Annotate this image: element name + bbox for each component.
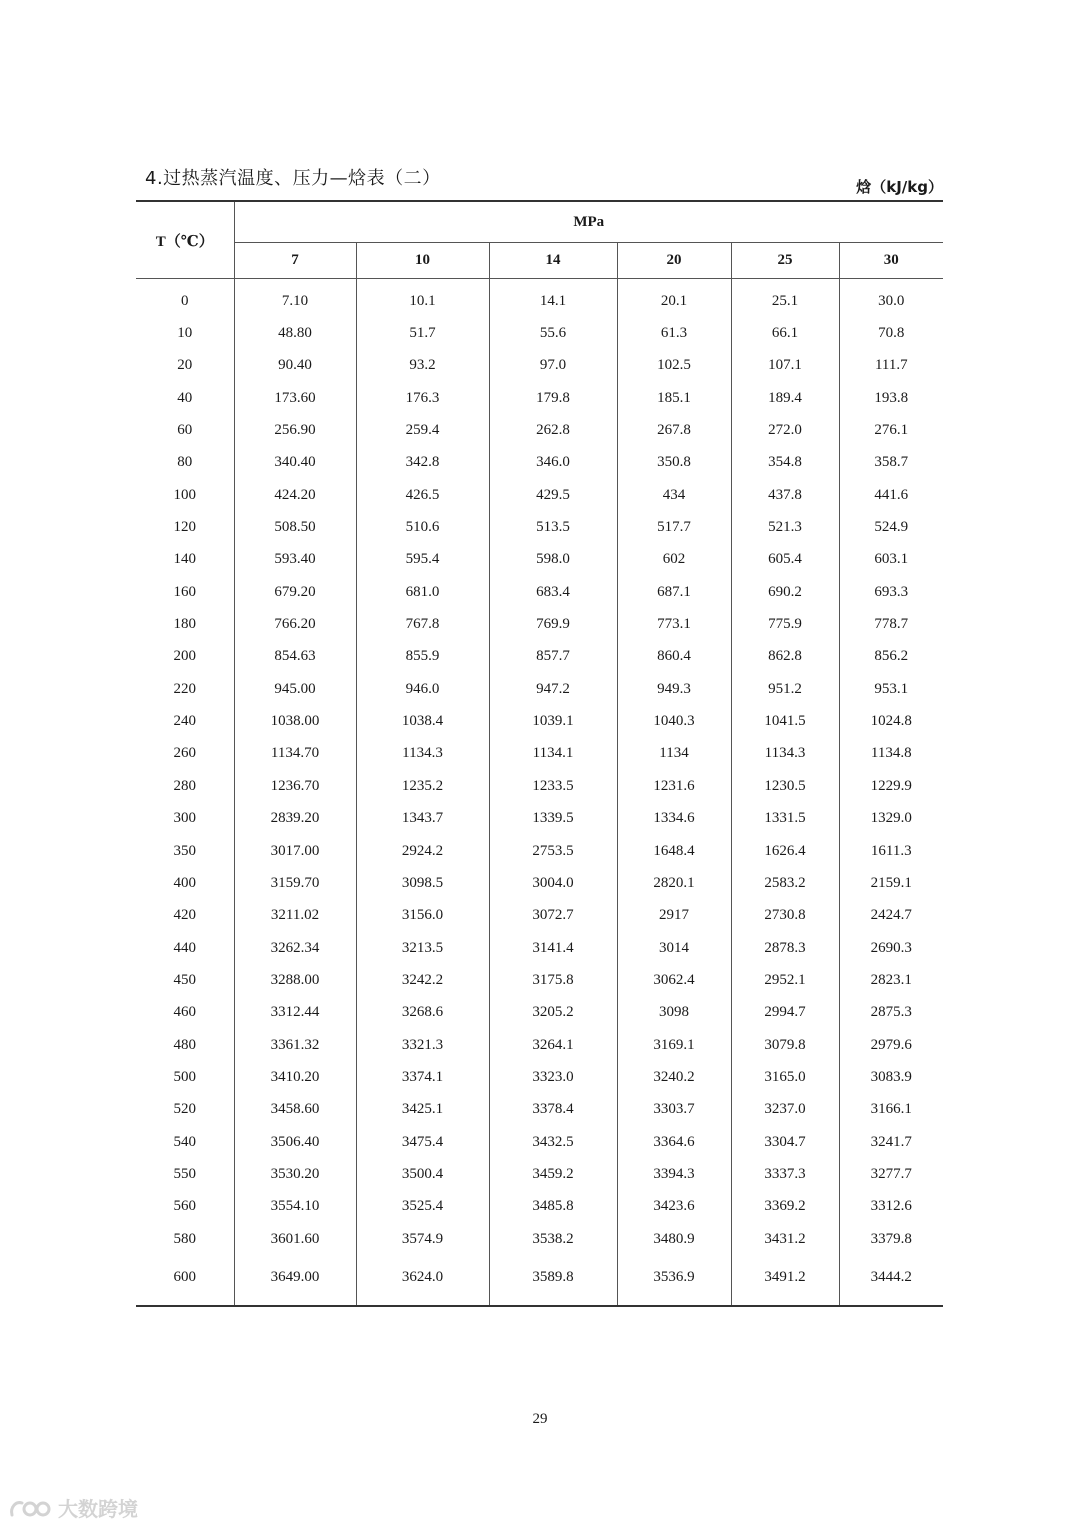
enthalpy-cell: 1334.6 — [617, 803, 731, 835]
enthalpy-cell: 3369.2 — [731, 1191, 839, 1223]
enthalpy-cell: 854.63 — [234, 641, 356, 673]
enthalpy-cell: 3410.20 — [234, 1061, 356, 1093]
enthalpy-cell: 3312.6 — [839, 1191, 943, 1223]
enthalpy-cell: 3213.5 — [356, 932, 489, 964]
table-row — [136, 964, 943, 996]
enthalpy-cell: 3364.6 — [617, 1126, 731, 1158]
enthalpy-cell: 102.5 — [617, 350, 731, 382]
table-row — [136, 835, 943, 867]
temperature-cell: 580 — [173, 1230, 196, 1247]
enthalpy-cell: 3361.32 — [234, 1029, 356, 1061]
enthalpy-cell: 949.3 — [617, 673, 731, 705]
enthalpy-cell: 1040.3 — [617, 705, 731, 737]
enthalpy-cell: 3083.9 — [839, 1061, 943, 1093]
pressure-header-cell: 20 — [617, 243, 731, 279]
enthalpy-cell: 683.4 — [489, 576, 617, 608]
enthalpy-cell: 173.60 — [234, 382, 356, 414]
enthalpy-cell: 946.0 — [356, 673, 489, 705]
enthalpy-cell: 2952.1 — [731, 964, 839, 996]
enthalpy-cell: 2424.7 — [839, 900, 943, 932]
enthalpy-cell: 1648.4 — [617, 835, 731, 867]
enthalpy-cell: 1038.4 — [356, 705, 489, 737]
temperature-cell: 540 — [173, 1133, 196, 1150]
enthalpy-cell: 3237.0 — [731, 1094, 839, 1126]
enthalpy-cell: 3538.2 — [489, 1223, 617, 1255]
enthalpy-cell: 3304.7 — [731, 1126, 839, 1158]
table-row — [136, 1029, 943, 1061]
temperature-cell: 0 — [181, 292, 189, 309]
enthalpy-cell: 20.1 — [617, 279, 731, 318]
enthalpy-cell: 437.8 — [731, 479, 839, 511]
enthalpy-cell: 189.4 — [731, 382, 839, 414]
table-row — [136, 867, 943, 899]
enthalpy-cell: 3312.44 — [234, 997, 356, 1029]
enthalpy-cell: 3017.00 — [234, 835, 356, 867]
pressure-header-cell: 25 — [731, 243, 839, 279]
temperature-cell: 560 — [173, 1198, 196, 1215]
enthalpy-cell: 2924.2 — [356, 835, 489, 867]
enthalpy-cell: 2159.1 — [839, 867, 943, 899]
enthalpy-cell: 256.90 — [234, 414, 356, 446]
enthalpy-cell: 14.1 — [489, 279, 617, 318]
table-row — [136, 414, 943, 446]
enthalpy-cell: 693.3 — [839, 576, 943, 608]
enthalpy-cell: 3205.2 — [489, 997, 617, 1029]
enthalpy-cell: 3536.9 — [617, 1255, 731, 1306]
enthalpy-cell: 30.0 — [839, 279, 943, 318]
enthalpy-cell: 3156.0 — [356, 900, 489, 932]
enthalpy-cell: 3485.8 — [489, 1191, 617, 1223]
enthalpy-cell: 185.1 — [617, 382, 731, 414]
enthalpy-cell: 1331.5 — [731, 803, 839, 835]
temperature-cell: 520 — [173, 1101, 196, 1118]
enthalpy-cell: 602 — [617, 544, 731, 576]
table-row — [136, 479, 943, 511]
enthalpy-cell: 517.7 — [617, 511, 731, 543]
enthalpy-cell: 3004.0 — [489, 867, 617, 899]
enthalpy-cell: 3062.4 — [617, 964, 731, 996]
enthalpy-cell: 3480.9 — [617, 1223, 731, 1255]
table-row — [136, 738, 943, 770]
enthalpy-cell: 947.2 — [489, 673, 617, 705]
enthalpy-cell: 3601.60 — [234, 1223, 356, 1255]
enthalpy-cell: 3432.5 — [489, 1126, 617, 1158]
enthalpy-cell: 3159.70 — [234, 867, 356, 899]
enthalpy-cell: 775.9 — [731, 608, 839, 640]
table-row — [136, 1094, 943, 1126]
enthalpy-cell: 3262.34 — [234, 932, 356, 964]
temperature-cell: 20 — [177, 357, 193, 374]
enthalpy-cell: 2875.3 — [839, 997, 943, 1029]
enthalpy-cell: 66.1 — [731, 317, 839, 349]
temperature-cell: 420 — [173, 907, 196, 924]
enthalpy-cell: 107.1 — [731, 350, 839, 382]
enthalpy-cell: 3264.1 — [489, 1029, 617, 1061]
enthalpy-cell: 3500.4 — [356, 1158, 489, 1190]
enthalpy-cell: 1038.00 — [234, 705, 356, 737]
enthalpy-cell: 358.7 — [839, 447, 943, 479]
enthalpy-cell: 346.0 — [489, 447, 617, 479]
enthalpy-cell: 679.20 — [234, 576, 356, 608]
enthalpy-cell: 3303.7 — [617, 1094, 731, 1126]
enthalpy-cell: 25.1 — [731, 279, 839, 318]
enthalpy-cell: 521.3 — [731, 511, 839, 543]
enthalpy-cell: 856.2 — [839, 641, 943, 673]
enthalpy-cell: 3098.5 — [356, 867, 489, 899]
temperature-cell: 60 — [177, 422, 193, 439]
enthalpy-cell: 2823.1 — [839, 964, 943, 996]
enthalpy-cell: 441.6 — [839, 479, 943, 511]
enthalpy-cell: 3175.8 — [489, 964, 617, 996]
enthalpy-cell: 3277.7 — [839, 1158, 943, 1190]
table-row — [136, 803, 943, 835]
enthalpy-cell: 2839.20 — [234, 803, 356, 835]
enthalpy-cell: 951.2 — [731, 673, 839, 705]
temperature-header: T（℃） — [136, 201, 234, 279]
enthalpy-cell: 51.7 — [356, 317, 489, 349]
temperature-cell: 200 — [173, 648, 196, 665]
enthalpy-cell: 1134.70 — [234, 738, 356, 770]
enthalpy-cell: 1230.5 — [731, 770, 839, 802]
enthalpy-cell: 857.7 — [489, 641, 617, 673]
table-row — [136, 350, 943, 382]
enthalpy-cell: 350.8 — [617, 447, 731, 479]
temperature-cell: 300 — [173, 810, 196, 827]
enthalpy-cell: 3321.3 — [356, 1029, 489, 1061]
enthalpy-cell: 429.5 — [489, 479, 617, 511]
temperature-cell: 500 — [173, 1068, 196, 1085]
enthalpy-cell: 2730.8 — [731, 900, 839, 932]
table-row — [136, 576, 943, 608]
enthalpy-cell: 687.1 — [617, 576, 731, 608]
temperature-cell: 450 — [173, 971, 196, 988]
enthalpy-cell: 340.40 — [234, 447, 356, 479]
temperature-cell: 160 — [173, 583, 196, 600]
enthalpy-cell: 605.4 — [731, 544, 839, 576]
enthalpy-cell: 1134 — [617, 738, 731, 770]
enthalpy-table — [136, 200, 943, 1307]
pressure-group-header: MPa — [234, 201, 943, 243]
table-row — [136, 673, 943, 705]
temperature-cell: 100 — [173, 486, 196, 503]
enthalpy-cell: 3589.8 — [489, 1255, 617, 1306]
temperature-cell: 180 — [173, 616, 196, 633]
table-body — [136, 279, 943, 1307]
enthalpy-cell: 276.1 — [839, 414, 943, 446]
enthalpy-cell: 2753.5 — [489, 835, 617, 867]
enthalpy-cell: 3141.4 — [489, 932, 617, 964]
enthalpy-cell: 1039.1 — [489, 705, 617, 737]
enthalpy-cell: 3444.2 — [839, 1255, 943, 1306]
enthalpy-cell: 508.50 — [234, 511, 356, 543]
enthalpy-cell: 262.8 — [489, 414, 617, 446]
enthalpy-cell: 769.9 — [489, 608, 617, 640]
enthalpy-cell: 2690.3 — [839, 932, 943, 964]
temperature-cell: 480 — [173, 1036, 196, 1053]
enthalpy-cell: 3378.4 — [489, 1094, 617, 1126]
enthalpy-cell: 862.8 — [731, 641, 839, 673]
enthalpy-cell: 953.1 — [839, 673, 943, 705]
enthalpy-cell: 10.1 — [356, 279, 489, 318]
table-row — [136, 1126, 943, 1158]
table-row — [136, 1061, 943, 1093]
enthalpy-cell: 1229.9 — [839, 770, 943, 802]
watermark — [8, 1493, 138, 1522]
table-row — [136, 705, 943, 737]
temperature-cell: 350 — [173, 842, 196, 859]
enthalpy-cell: 593.40 — [234, 544, 356, 576]
enthalpy-cell: 3165.0 — [731, 1061, 839, 1093]
enthalpy-cell: 1236.70 — [234, 770, 356, 802]
table-row — [136, 382, 943, 414]
enthalpy-cell: 513.5 — [489, 511, 617, 543]
enthalpy-cell: 176.3 — [356, 382, 489, 414]
enthalpy-cell: 7.10 — [234, 279, 356, 318]
temperature-cell: 280 — [173, 777, 196, 794]
enthalpy-cell: 3379.8 — [839, 1223, 943, 1255]
enthalpy-cell: 690.2 — [731, 576, 839, 608]
enthalpy-cell: 3323.0 — [489, 1061, 617, 1093]
temperature-cell: 40 — [177, 389, 193, 406]
enthalpy-cell: 267.8 — [617, 414, 731, 446]
pressure-header-cell: 14 — [489, 243, 617, 279]
enthalpy-cell: 193.8 — [839, 382, 943, 414]
table-row — [136, 544, 943, 576]
table-row — [136, 608, 943, 640]
temperature-cell: 80 — [177, 454, 193, 471]
enthalpy-cell: 3506.40 — [234, 1126, 356, 1158]
enthalpy-cell: 3525.4 — [356, 1191, 489, 1223]
enthalpy-cell: 3425.1 — [356, 1094, 489, 1126]
enthalpy-cell: 2979.6 — [839, 1029, 943, 1061]
table-row — [136, 447, 943, 479]
table-row — [136, 1255, 943, 1306]
enthalpy-cell: 3574.9 — [356, 1223, 489, 1255]
enthalpy-cell: 272.0 — [731, 414, 839, 446]
enthalpy-cell: 1339.5 — [489, 803, 617, 835]
pressure-header-row — [136, 243, 943, 279]
enthalpy-cell: 860.4 — [617, 641, 731, 673]
enthalpy-cell: 855.9 — [356, 641, 489, 673]
temperature-cell: 10 — [177, 325, 193, 342]
enthalpy-cell: 3079.8 — [731, 1029, 839, 1061]
enthalpy-cell: 342.8 — [356, 447, 489, 479]
enthalpy-cell: 773.1 — [617, 608, 731, 640]
enthalpy-cell: 93.2 — [356, 350, 489, 382]
enthalpy-cell: 1134.1 — [489, 738, 617, 770]
enthalpy-cell: 3337.3 — [731, 1158, 839, 1190]
enthalpy-cell: 354.8 — [731, 447, 839, 479]
temperature-cell: 240 — [173, 713, 196, 730]
enthalpy-cell: 766.20 — [234, 608, 356, 640]
enthalpy-cell: 1134.3 — [356, 738, 489, 770]
enthalpy-cell: 3072.7 — [489, 900, 617, 932]
enthalpy-cell: 3288.00 — [234, 964, 356, 996]
enthalpy-cell: 1134.8 — [839, 738, 943, 770]
enthalpy-cell: 1626.4 — [731, 835, 839, 867]
page-number: 29 — [532, 1411, 548, 1427]
enthalpy-cell: 55.6 — [489, 317, 617, 349]
enthalpy-cell: 2583.2 — [731, 867, 839, 899]
enthalpy-cell: 3649.00 — [234, 1255, 356, 1306]
enthalpy-cell: 1231.6 — [617, 770, 731, 802]
enthalpy-cell: 1041.5 — [731, 705, 839, 737]
table-row — [136, 641, 943, 673]
enthalpy-cell: 90.40 — [234, 350, 356, 382]
watermark-text: 大数跨境 — [58, 1497, 138, 1521]
enthalpy-cell: 3242.2 — [356, 964, 489, 996]
enthalpy-cell: 3241.7 — [839, 1126, 943, 1158]
enthalpy-cell: 2820.1 — [617, 867, 731, 899]
table-row — [136, 997, 943, 1029]
enthalpy-cell: 1024.8 — [839, 705, 943, 737]
enthalpy-cell: 48.80 — [234, 317, 356, 349]
enthalpy-cell: 2994.7 — [731, 997, 839, 1029]
enthalpy-cell: 3014 — [617, 932, 731, 964]
enthalpy-cell: 3475.4 — [356, 1126, 489, 1158]
enthalpy-cell: 3374.1 — [356, 1061, 489, 1093]
enthalpy-cell: 3394.3 — [617, 1158, 731, 1190]
temperature-cell: 460 — [173, 1004, 196, 1021]
enthalpy-cell: 61.3 — [617, 317, 731, 349]
table-row — [136, 1191, 943, 1223]
enthalpy-cell: 2917 — [617, 900, 731, 932]
enthalpy-cell: 434 — [617, 479, 731, 511]
enthalpy-cell: 3459.2 — [489, 1158, 617, 1190]
watermark-logo-icon — [8, 1495, 52, 1521]
pressure-header-cell: 10 — [356, 243, 489, 279]
unit-label: 焓（kJ/kg） — [856, 178, 943, 196]
enthalpy-cell: 3098 — [617, 997, 731, 1029]
enthalpy-cell: 510.6 — [356, 511, 489, 543]
enthalpy-cell: 3530.20 — [234, 1158, 356, 1190]
enthalpy-cell: 424.20 — [234, 479, 356, 511]
enthalpy-cell: 3458.60 — [234, 1094, 356, 1126]
enthalpy-cell: 524.9 — [839, 511, 943, 543]
enthalpy-cell: 3169.1 — [617, 1029, 731, 1061]
pressure-header-cell: 7 — [234, 243, 356, 279]
table-title: 4.过热蒸汽温度、压力—焓表（二） — [145, 168, 441, 189]
temperature-cell: 220 — [173, 680, 196, 697]
pressure-header-cell: 30 — [839, 243, 943, 279]
table-row — [136, 1223, 943, 1255]
temperature-cell: 400 — [173, 874, 196, 891]
enthalpy-cell: 3240.2 — [617, 1061, 731, 1093]
enthalpy-cell: 3268.6 — [356, 997, 489, 1029]
enthalpy-cell: 1611.3 — [839, 835, 943, 867]
enthalpy-cell: 2878.3 — [731, 932, 839, 964]
enthalpy-cell: 97.0 — [489, 350, 617, 382]
enthalpy-cell: 1343.7 — [356, 803, 489, 835]
table-row — [136, 511, 943, 543]
enthalpy-cell: 767.8 — [356, 608, 489, 640]
temperature-cell: 120 — [173, 519, 196, 536]
enthalpy-cell: 3423.6 — [617, 1191, 731, 1223]
enthalpy-cell: 111.7 — [839, 350, 943, 382]
temperature-cell: 440 — [173, 939, 196, 956]
enthalpy-cell: 603.1 — [839, 544, 943, 576]
temperature-cell: 140 — [173, 551, 196, 568]
enthalpy-cell: 3624.0 — [356, 1255, 489, 1306]
temperature-cell: 600 — [136, 1255, 234, 1306]
enthalpy-cell: 1233.5 — [489, 770, 617, 802]
temperature-cell: 260 — [173, 745, 196, 762]
enthalpy-cell: 3166.1 — [839, 1094, 943, 1126]
enthalpy-cell: 595.4 — [356, 544, 489, 576]
enthalpy-cell: 945.00 — [234, 673, 356, 705]
table-row — [136, 900, 943, 932]
table-row — [136, 1158, 943, 1190]
table-row — [136, 932, 943, 964]
enthalpy-cell: 1329.0 — [839, 803, 943, 835]
enthalpy-cell: 70.8 — [839, 317, 943, 349]
table-row — [136, 770, 943, 802]
enthalpy-cell: 3491.2 — [731, 1255, 839, 1306]
enthalpy-cell: 1235.2 — [356, 770, 489, 802]
enthalpy-cell: 3431.2 — [731, 1223, 839, 1255]
enthalpy-cell: 179.8 — [489, 382, 617, 414]
temperature-cell: 550 — [173, 1165, 196, 1182]
enthalpy-cell: 3554.10 — [234, 1191, 356, 1223]
enthalpy-cell: 681.0 — [356, 576, 489, 608]
enthalpy-cell: 259.4 — [356, 414, 489, 446]
enthalpy-cell: 1134.3 — [731, 738, 839, 770]
enthalpy-cell: 778.7 — [839, 608, 943, 640]
table-row — [136, 279, 943, 318]
enthalpy-cell: 3211.02 — [234, 900, 356, 932]
enthalpy-cell: 426.5 — [356, 479, 489, 511]
table-row — [136, 317, 943, 349]
enthalpy-cell: 598.0 — [489, 544, 617, 576]
